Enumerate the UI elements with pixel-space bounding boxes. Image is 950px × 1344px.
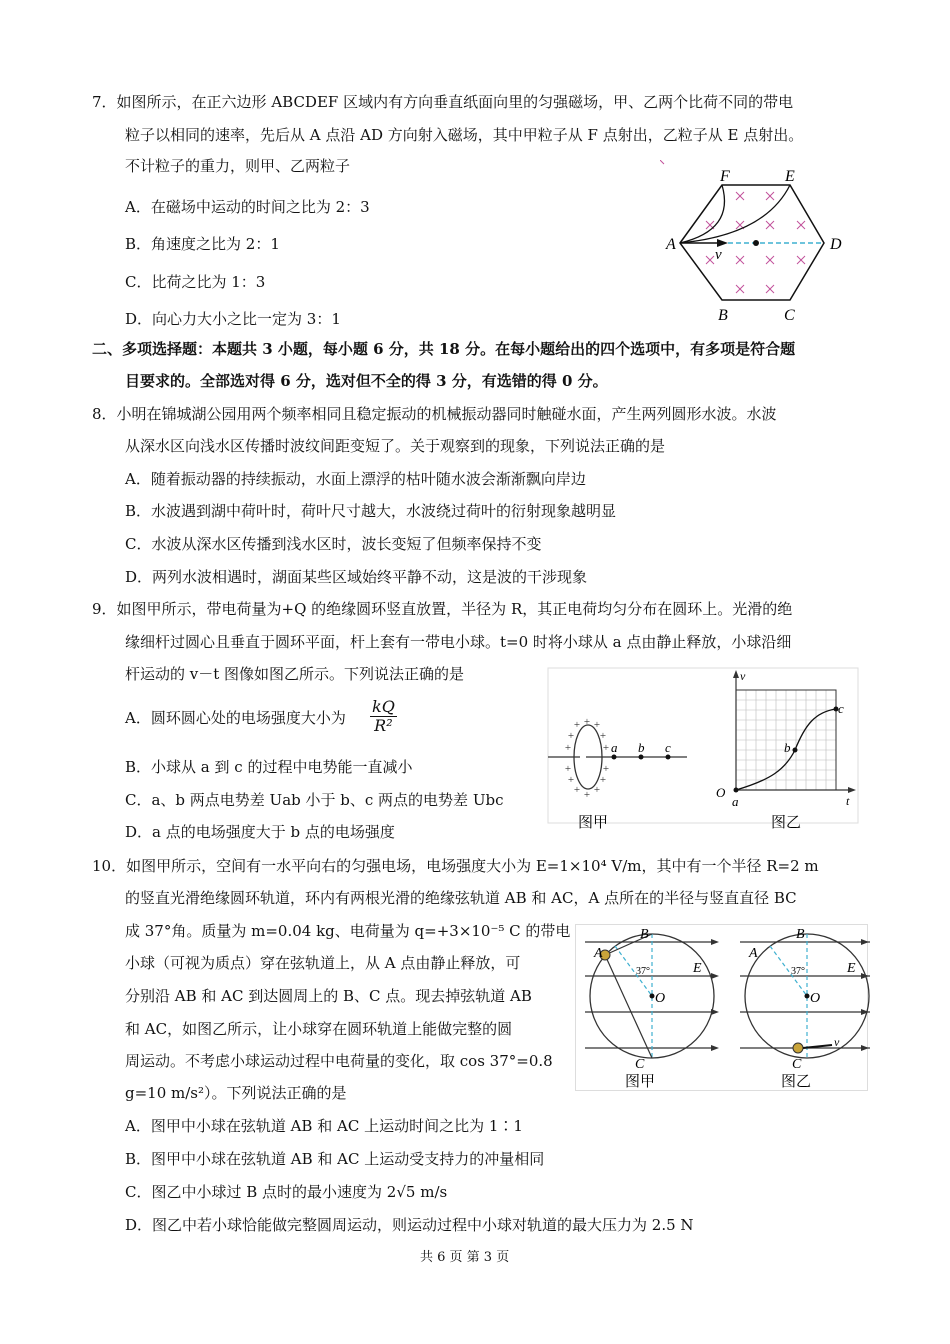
svg-text:图乙: 图乙 bbox=[771, 815, 802, 831]
svg-text:C: C bbox=[792, 1057, 802, 1072]
section-heading: 二、多项选择题：本题共 3 小题，每小题 6 分，共 18 分。在每小题给出的四个选项中，有多项是符合题 bbox=[92, 340, 796, 358]
svg-text:D: D bbox=[830, 236, 842, 253]
svg-text:A: A bbox=[749, 946, 758, 961]
svg-text:+: + bbox=[599, 730, 607, 742]
q8-option-b: B．水波遇到湖中荷叶时，荷叶尺寸越大，水波绕过荷叶的衍射现象越明显 bbox=[125, 502, 617, 520]
page-footer: 共 6 页 第 3 页 bbox=[420, 1250, 510, 1265]
q8-stem-line: 8．小明在锦城湖公园用两个频率相同且稳定振动的机械振动器同时触碰水面，产生两列圆形水波。水波 bbox=[92, 405, 777, 423]
q9-option-a: A．圆环圆心处的电场强度大小为 bbox=[125, 709, 346, 727]
q10-option-c: C．图乙中小球过 B 点时的最小速度为 2√5 m/s bbox=[125, 1183, 448, 1201]
fraction-denominator: R² bbox=[374, 716, 393, 735]
svg-text:+: + bbox=[599, 774, 607, 786]
q10-stem-line: 和 AC，如图乙所示，让小球穿在圆环轨道上能做完整的圆 bbox=[125, 1020, 513, 1038]
q8-option-c: C．水波从深水区传播到浅水区时，波长变短了但频率保持不变 bbox=[125, 535, 542, 553]
svg-text:+: + bbox=[567, 730, 575, 742]
q7-stem-line: 粒子以相同的速率，先后从 A 点沿 AD 方向射入磁场，其中甲粒子从 F 点射出，乙粒子从 E 点射出。 bbox=[125, 126, 804, 144]
svg-text:+: + bbox=[593, 784, 601, 796]
svg-text:F: F bbox=[720, 168, 730, 185]
q9-option-d: D．a 点的电场强度大于 b 点的电场强度 bbox=[125, 823, 395, 841]
q9-option-c: C．a、b 两点电势差 Uab 小于 b、c 两点的电势差 Ubc bbox=[125, 791, 504, 809]
q9-fraction bbox=[370, 698, 397, 735]
svg-text:O: O bbox=[810, 991, 821, 1006]
svg-text:E: E bbox=[785, 168, 795, 185]
section-heading: 目要求的。全部选对得 6 分，选对但不全的得 3 分，有选错的得 0 分。 bbox=[125, 372, 608, 390]
fraction-numerator: kQ bbox=[372, 697, 395, 716]
q9-stem-line: 杆运动的 v－t 图像如图乙所示。下列说法正确的是 bbox=[125, 665, 465, 683]
svg-text:+: + bbox=[567, 774, 575, 786]
q10-option-d: D．图乙中若小球恰能做完整圆周运动，则运动过程中小球对轨道的最大压力为 2.5 N bbox=[125, 1216, 694, 1234]
q8-option-d: D．两列水波相遇时，湖面某些区域始终平静不动，这是波的干涉现象 bbox=[125, 568, 588, 586]
svg-text:37°: 37° bbox=[636, 966, 650, 977]
svg-text:E: E bbox=[693, 961, 702, 976]
q10-stem-line: 10．如图甲所示，空间有一水平向右的匀强电场，电场强度大小为 E=1×10⁴ V/m，其中有一个半径 R=2 m bbox=[92, 857, 819, 875]
svg-text:c: c bbox=[838, 701, 844, 716]
q7-option-b: B．角速度之比为 2：1 bbox=[125, 235, 280, 253]
svg-text:v: v bbox=[715, 247, 722, 263]
svg-text:+: + bbox=[573, 784, 581, 796]
svg-text:A: A bbox=[594, 946, 603, 961]
q7-hexagon-figure bbox=[660, 160, 860, 330]
svg-text:C: C bbox=[784, 307, 795, 324]
q10-stem-line: 周运动。不考虑小球运动过程中电荷量的变化，取 cos 37°=0.8 bbox=[125, 1052, 553, 1070]
svg-text:b: b bbox=[784, 740, 791, 755]
svg-text:t: t bbox=[846, 794, 850, 808]
q7-option-d: D．向心力大小之比一定为 3：1 bbox=[125, 310, 341, 328]
svg-text:v: v bbox=[834, 1035, 840, 1049]
svg-text:图乙: 图乙 bbox=[781, 1074, 812, 1090]
svg-text:+: + bbox=[593, 719, 601, 731]
q8-option-a: A．随着振动器的持续振动，水面上漂浮的枯叶随水波会渐渐飘向岸边 bbox=[125, 470, 586, 488]
q10-option-a: A．图甲中小球在弦轨道 AB 和 AC 上运动时间之比为 1∶1 bbox=[125, 1117, 523, 1135]
svg-text:O: O bbox=[655, 991, 666, 1006]
q10-stem-line: 分别沿 AB 和 AC 到达圆周上的 B、C 点。现去掉弦轨道 AB bbox=[125, 987, 532, 1005]
magnetic-field-crosses bbox=[660, 160, 805, 293]
svg-text:c: c bbox=[665, 740, 671, 755]
q9-stem-line: 缘细杆过圆心且垂直于圆环平面，杆上套有一带电小球。t=0 时将小球从 a 点由静止释放，小球沿细 bbox=[125, 633, 792, 651]
svg-text:B: B bbox=[640, 927, 649, 942]
svg-text:图甲: 图甲 bbox=[578, 815, 609, 831]
svg-text:v: v bbox=[740, 669, 746, 683]
q8-stem-line: 从深水区向浅水区传播时波纹间距变短了。关于观察到的现象，下列说法正确的是 bbox=[125, 437, 666, 455]
svg-text:B: B bbox=[796, 927, 805, 942]
q7-stem-line: 不计粒子的重力，则甲、乙两粒子 bbox=[125, 157, 351, 175]
svg-text:a: a bbox=[732, 794, 739, 809]
svg-text:B: B bbox=[718, 307, 728, 324]
svg-text:图甲: 图甲 bbox=[625, 1074, 656, 1090]
svg-text:O: O bbox=[716, 785, 726, 800]
q10-stem-line: 的竖直光滑绝缘圆环轨道，环内有两根光滑的绝缘弦轨道 AB 和 AC，A 点所在的半径与竖直直径 BC bbox=[125, 889, 797, 907]
q10-option-b: B．图甲中小球在弦轨道 AB 和 AC 上运动受支持力的冲量相同 bbox=[125, 1150, 545, 1168]
svg-text:+: + bbox=[583, 789, 591, 801]
q10-stem-line: g=10 m/s²）。下列说法正确的是 bbox=[125, 1084, 347, 1102]
q10-stem-line: 小球（可视为质点）穿在弦轨道上，从 A 点由静止释放，可 bbox=[125, 954, 521, 972]
svg-text:+: + bbox=[564, 763, 572, 775]
q9-stem-line: 9．如图甲所示，带电荷量为+Q 的绝缘圆环竖直放置，半径为 R，其正电荷均匀分布在圆环上。光滑的绝 bbox=[92, 600, 793, 618]
svg-text:+: + bbox=[573, 719, 581, 731]
q10-stem-line: 成 37°角。质量为 m=0.04 kg、电荷量为 q=+3×10⁻⁵ C 的带电 bbox=[125, 922, 571, 940]
svg-text:+: + bbox=[602, 742, 610, 754]
svg-text:+: + bbox=[602, 763, 610, 775]
svg-text:A: A bbox=[666, 236, 676, 253]
svg-text:a: a bbox=[611, 740, 618, 755]
svg-text:+: + bbox=[583, 716, 591, 728]
q9-figure bbox=[540, 660, 870, 840]
q9-option-b: B．小球从 a 到 c 的过程中电势能一直减小 bbox=[125, 758, 413, 776]
q10-figure bbox=[575, 924, 870, 1092]
svg-text:37°: 37° bbox=[791, 966, 805, 977]
q7-option-c: C．比荷之比为 1：3 bbox=[125, 273, 266, 291]
svg-text:E: E bbox=[847, 961, 856, 976]
q7-option-a: A．在磁场中运动的时间之比为 2：3 bbox=[125, 198, 370, 216]
svg-text:b: b bbox=[638, 740, 645, 755]
svg-text:C: C bbox=[635, 1057, 645, 1072]
q7-stem-line: 7．如图所示，在正六边形 ABCDEF 区域内有方向垂直纸面向里的匀强磁场，甲、乙两个比荷不同的带电 bbox=[92, 93, 794, 111]
svg-text:+: + bbox=[564, 742, 572, 754]
